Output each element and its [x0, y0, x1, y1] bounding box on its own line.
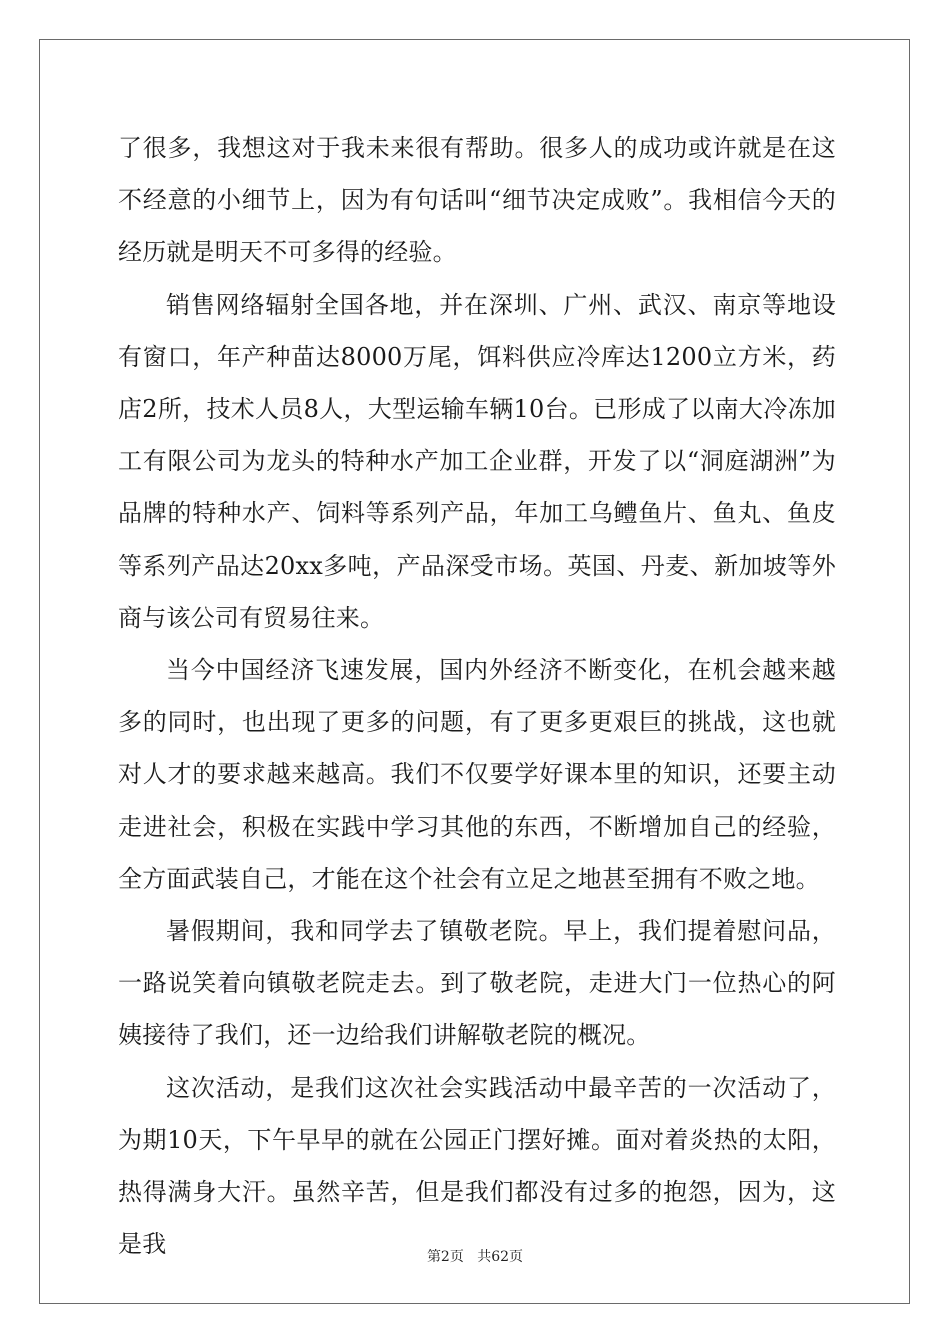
paragraph-2: 销售网络辐射全国各地，并在深圳、广州、武汉、南京等地设有窗口，年产种苗达8000万尾，饵料供应冷库达1200立方米，药店2所，技术人员8人，大型运输车辆10台。已形成了以南大冷冻加工有限公司为龙头的特种水产加工企业群，开发了以“洞庭湖洲”为品牌的特种水产、饲料等系列产品，年加工乌鳢鱼片、鱼丸、鱼皮等系列产品达20xx多吨，产品深受市场。英国、丹麦、新加坡等外商与该公司有贸易往来。 — [118, 290, 836, 632]
page-footer — [0, 1246, 950, 1266]
page-number: 第2页 — [426, 1249, 464, 1265]
paragraph-5: 这次活动，是我们这次社会实践活动中最辛苦的一次活动了，为期10天，下午早早的就在公园正门摆好摊。面对着炎热的太阳，热得满身大汗。虽然辛苦，但是我们都没有过多的抱怨，因为，这是我 — [118, 1073, 836, 1259]
total-pages: 共62页 — [477, 1249, 524, 1265]
document-body — [118, 122, 836, 1270]
paragraph-4: 暑假期间，我和同学去了镇敬老院。早上，我们提着慰问品，一路说笑着向镇敬老院走去。到了敬老院，走进大门一位热心的阿姨接待了我们，还一边给我们讲解敬老院的概况。 — [118, 917, 836, 1050]
paragraph-1: 了很多，我想这对于我未来很有帮助。很多人的成功或许就是在这不经意的小细节上，因为有句话叫“细节决定成败”。我相信今天的经历就是明天不可多得的经验。 — [118, 134, 836, 267]
paragraph-3: 当今中国经济飞速发展，国内外经济不断变化，在机会越来越多的同时，也出现了更多的问题，有了更多更艰巨的挑战，这也就对人才的要求越来越高。我们不仅要学好课本里的知识，还要主动走进社会，积极在实践中学习其他的东西，不断增加自己的经验，全方面武装自己，才能在这个社会有立足之地甚至拥有不败之地。 — [118, 656, 836, 893]
